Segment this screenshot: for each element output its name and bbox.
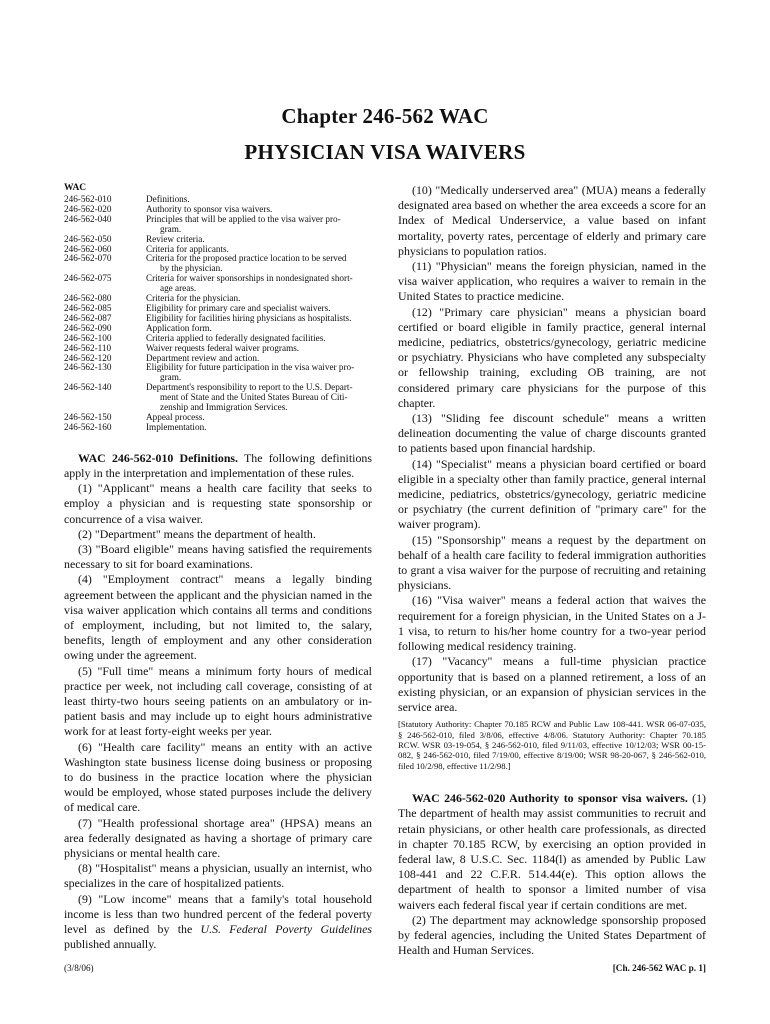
toc-section-number: 246-562-075 <box>64 273 112 284</box>
definition-paragraph: (3) "Board eligible" means having satisfied the requirements necessary to sit for board examinations. <box>64 541 372 572</box>
toc-section-title: Criteria applied to federally designated facilities. <box>146 332 326 343</box>
footer-page-ref: [Ch. 246-562 WAC p. 1] <box>612 963 706 973</box>
definition-paragraph: (10) "Medically underserved area" (MUA) means a federally designated area based on whether the area exceeds a score for an Index of Medical Underservice, a value based on infant mortality, poverty rates, percentage of elderly and primary care physicians to population ratios. <box>398 183 707 258</box>
toc-section-number: 246-562-040 <box>64 213 112 224</box>
section-intro: The following definitions apply in the interpretation and implementation of these rules. <box>64 450 372 480</box>
toc-section-number: 246-562-010 <box>64 194 112 204</box>
toc-section-title: Appeal process. <box>146 411 205 422</box>
toc-section-number: 246-562-085 <box>64 302 112 313</box>
toc-section-title: Eligibility for primary care and specialist waivers. <box>146 302 331 313</box>
toc-section-number: 246-562-160 <box>64 421 112 432</box>
toc-section-title: Criteria for waiver sponsorships in nondesignated short- age areas. <box>146 273 353 294</box>
toc-section-number: 246-562-080 <box>64 293 112 304</box>
toc-section-title: Implementation. <box>146 421 207 432</box>
toc-section-title: Criteria for applicants. <box>146 243 229 254</box>
section-010 <box>64 451 372 953</box>
toc-section-number: 246-562-070 <box>64 253 112 264</box>
toc-section-number: 246-562-120 <box>64 352 112 363</box>
toc-section-title: Criteria for the physician. <box>146 293 241 304</box>
right-column <box>398 183 706 958</box>
toc-row <box>64 423 372 433</box>
toc-section-number: 246-562-050 <box>64 233 112 244</box>
toc-section-number: 246-562-090 <box>64 322 112 333</box>
section-020: WAC 246-562-020 Authority to sponsor visa waivers. (1) The department of health may assist communities to recruit and retain physicians, or other health care professionals, as directed in chapter 70.185 RCW, by exercising an option provided in federal law, 8 U.S.C. Sec. 1184(l) as amended by Public Law 108-441 and 22 C.F.R. 514.44(e). This option allows the department of health to sponsor a limited number of visa waivers each federal fiscal year if certain conditions are met. (2) The department may acknowledge sponsorship proposed by federal agencies, including the United States Department of Health and Human Services. <box>398 791 706 958</box>
definition-paragraph: (15) "Sponsorship" means a request by the department on behalf of a health care facility to federal immigration authorities to grant a visa waiver for the purpose of recruiting and retaining physicians. <box>398 532 706 593</box>
definition-paragraph: (2) "Department" means the department of health. <box>78 526 316 541</box>
chapter-title: Chapter 246-562 WAC <box>281 104 489 128</box>
poverty-guidelines-title: U.S. Federal Poverty Guidelines <box>200 922 372 937</box>
footer-date: (3/8/06) <box>64 963 94 973</box>
definition-paragraph: (14) "Specialist" means a physician board certified or board eligible in a specialty other than family practice, general internal medicine, pediatrics, obstetrics/gynecology, geriatric medicine or psychiatry (the current definition of "primary care" for the waiver program). <box>398 456 706 532</box>
toc-section-title: Eligibility for facilities hiring physicians as hospitalists. <box>146 312 352 323</box>
definition-paragraph: (5) "Full time" means a minimum forty hours of medical practice per week, not including call coverage, consisting of at least thirty-two hours seeing patients on an ambulatory or in-patient basis and may include up to eight hours administrative work for at least forty-eight weeks per year. <box>64 663 372 739</box>
toc-section-number: 246-562-060 <box>64 243 112 254</box>
toc-row <box>64 383 372 413</box>
toc-section-number: 246-562-087 <box>64 312 112 323</box>
toc-section-title: Waiver requests federal waiver programs. <box>146 342 300 353</box>
table-of-contents <box>64 195 372 433</box>
toc-section-title: Authority to sponsor visa waivers. <box>146 203 273 214</box>
toc-section-title: Eligibility for future participation in the visa waiver pro- gram. <box>146 362 355 383</box>
definition-paragraph: (9) "Low income" means that a family's total household income is less than two hundred percent of the federal poverty level as defined by the U.S. Federal Poverty Guidelines published annually. <box>64 891 372 952</box>
toc-row <box>64 363 372 383</box>
toc-section-number: 246-562-100 <box>64 332 112 343</box>
definition-paragraph: (17) "Vacancy" means a full-time physician practice opportunity that is based on a planned retirement, a loss of an existing physician, or an expansion of physician services in the service area. <box>398 654 706 714</box>
chapter-subtitle: PHYSICIAN VISA WAIVERS <box>244 140 526 164</box>
statutory-note: [Statutory Authority: Chapter 70.185 RCW and Public Law 108-441. WSR 06-07-035, § 246-562-010, filed 3/8/06, effective 4/8/06. Statutory Authority: Chapter 70.185 RCW. WSR 03-19-054, § 246-562-010, filed 9/11/03, effective 10/12/03; WSR 00-15-082, § 246-562-010, filed 7/19/00, effective 8/19/00; WSR 98-20-067, § 246-562-010, filed 10/2/98, effective 11/2/98.] <box>398 719 706 771</box>
definition-paragraph: (13) "Sliding fee discount schedule" means a written delineation documenting the value of charge discounts granted to patients based upon financial hardship. <box>398 411 706 456</box>
definition-paragraph: (7) "Health professional shortage area" (HPSA) means an area federally designated as having a shortage of primary care physicians or mental health care. <box>64 815 372 861</box>
definition-paragraph: (8) "Hospitalist" means a physician, usually an internist, who specializes in the care of hospitalized patients. <box>64 861 372 891</box>
toc-section-title: Department review and action. <box>146 352 260 363</box>
toc-section-title: Principles that will be applied to the visa waiver pro- gram. <box>146 213 341 234</box>
section-heading: WAC 246-562-010 Definitions. <box>78 450 239 465</box>
toc-section-title: Definitions. <box>146 194 190 204</box>
toc-section-number: 246-562-150 <box>64 411 112 422</box>
section-heading: WAC 246-562-020 Authority to sponsor visa waivers. <box>412 791 688 806</box>
toc-section-title: Criteria for the proposed practice location to be served by the physician. <box>146 253 347 274</box>
toc-section-title: Department's responsibility to report to the U.S. Depart- ment of State and the United States Bureau of Citi-zenship and Immigration Services. <box>146 382 353 413</box>
toc-row <box>64 254 372 274</box>
section-paragraph: (2) The department may acknowledge sponsorship proposed by federal agencies, including the United States Department of Health and Human Services. <box>398 912 706 958</box>
definition-paragraph: (12) "Primary care physician" means a physician board certified or board eligible in family practice, general internal medicine, pediatrics, obstetrics/gynecology, geriatric medicine or psychiatry. Physicians who have completed any subspecialty or fellowship training, excluding OB training, are not considered primary care physicians for the purpose of this chapter. <box>398 304 706 410</box>
toc-row <box>64 274 372 294</box>
toc-section-number: 246-562-110 <box>64 342 112 353</box>
definition-paragraph: (1) "Applicant" means a health care facility that seeks to employ a physician and is requesting state sponsorship or concurrence of a visa waiver. <box>64 481 372 526</box>
definition-paragraph: (11) "Physician" means the foreign physician, named in the visa waiver application, who requires a waiver to remain in the United States to practice medicine. <box>398 259 706 304</box>
left-column <box>64 180 372 952</box>
section-010-continued <box>398 183 706 715</box>
toc-section-number: 246-562-020 <box>64 203 112 214</box>
definition-paragraph: (6) "Health care facility" means an entity with an active Washington state business license doing business or proposing to do business in the practice location where the physician would be employed, whose stated purposes include the delivery of medical care. <box>64 739 372 815</box>
toc-section-title: Application form. <box>146 322 212 333</box>
toc-row <box>64 215 372 235</box>
definition-paragraph: (4) "Employment contract" means a legally binding agreement between the applicant and the physician named in the visa waiver application which contains all terms and conditions of employment, including, but not limited to, the salary, benefits, length of employment and any other consideration owing under the agreement. <box>64 572 372 663</box>
toc-section-number: 246-562-130 <box>64 362 112 373</box>
toc-heading: WAC <box>64 183 87 193</box>
toc-section-title: Review criteria. <box>146 233 205 244</box>
definition-paragraph: (16) "Visa waiver" means a federal action that waives the requirement for a foreign physician, in the United States on a J-1 visa, to return to his/her home country for a two-year period following medical residency training. <box>398 593 706 654</box>
toc-section-number: 246-562-140 <box>64 382 112 393</box>
